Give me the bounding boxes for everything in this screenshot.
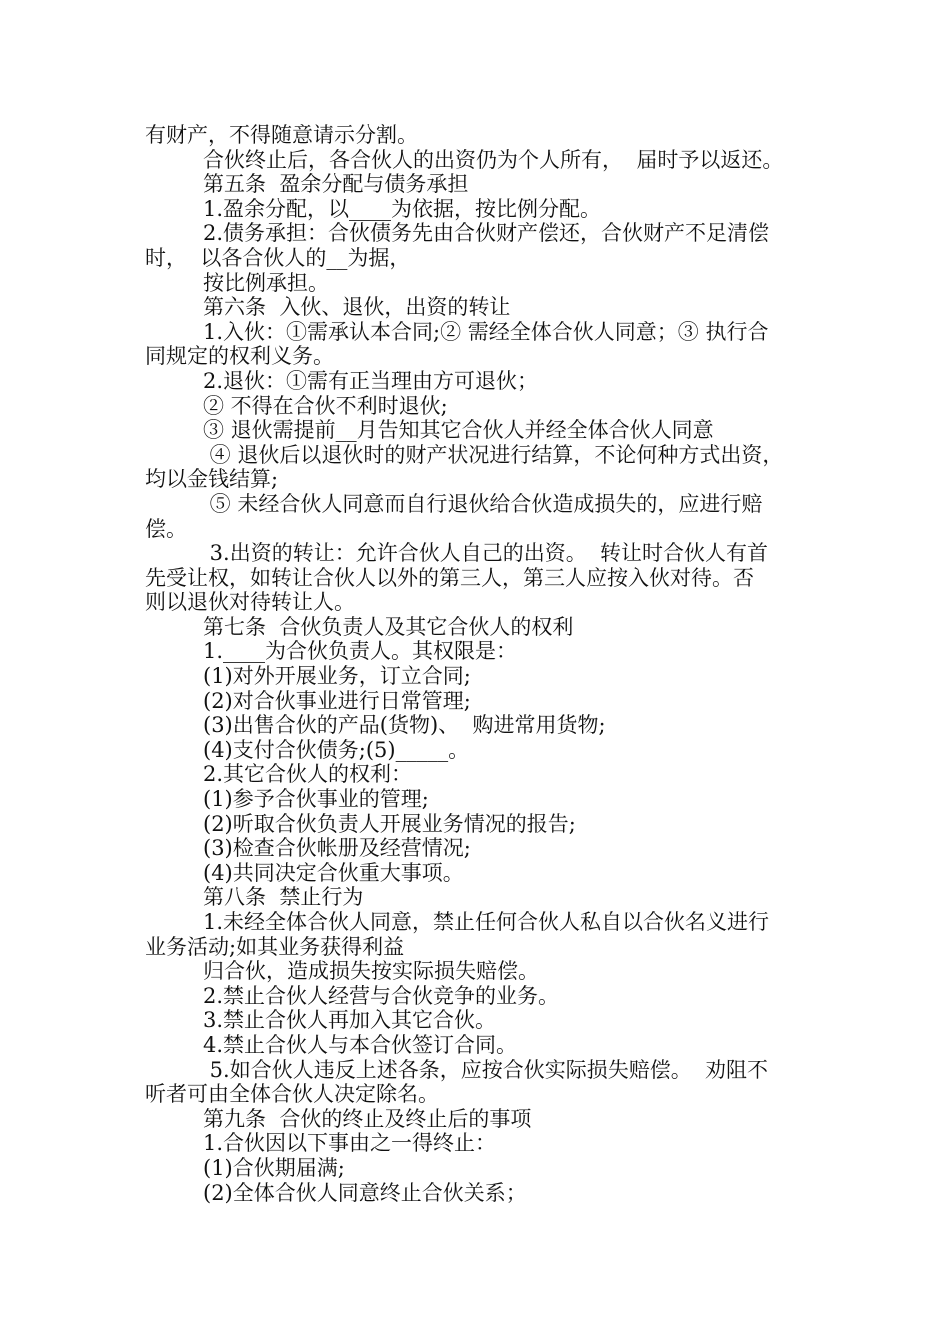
document-line: 第五条 盈余分配与债务承担 <box>203 172 469 197</box>
document-line: 则以退伙对待转让人。 <box>145 590 355 615</box>
document-line: 2.其它合伙人的权利： <box>203 762 413 787</box>
document-line: 按比例承担。 <box>203 270 329 295</box>
document-line: 均以金钱结算; <box>145 467 279 492</box>
document-line: 第九条 合伙的终止及终止后的事项 <box>203 1106 532 1131</box>
document-line: 第七条 合伙负责人及其它合伙人的权利 <box>203 614 574 639</box>
document-line: 第八条 禁止行为 <box>203 885 364 910</box>
document-body <box>145 123 810 1205</box>
document-line: (3)出售合伙的产品(货物)、 购进常用货物; <box>203 713 606 738</box>
document-line: 偿。 <box>145 516 187 541</box>
document-line: 归合伙，造成损失按实际损失赔偿。 <box>203 959 539 984</box>
document-line: 合伙终止后，各合伙人的出资仍为个人所有， 届时予以返还。 <box>203 147 784 172</box>
document-line: (1)参予合伙事业的管理; <box>203 787 429 812</box>
document-line: 时， 以各合伙人的__为据， <box>145 245 411 270</box>
document-line: 先受让权，如转让合伙人以外的第三人，第三人应按入伙对待。否 <box>145 565 754 590</box>
document-line: 4.禁止合伙人与本合伙签订合同。 <box>203 1032 518 1057</box>
document-line: 1.____为合伙负责人。其权限是： <box>203 639 518 664</box>
document-line: ④ 退伙后以退伙时的财产状况进行结算，不论何种方式出资， <box>203 442 784 467</box>
document-line: 2.退伙：①需有正当理由方可退伙； <box>203 368 539 393</box>
document-line: 有财产，不得随意请示分割。 <box>145 123 418 147</box>
document-line: (4)共同决定合伙重大事项。 <box>203 860 464 885</box>
document-line: 第六条 入伙、退伙，出资的转让 <box>203 295 511 320</box>
document-line: 5.如合伙人违反上述各条，应按合伙实际损失赔偿。 劝阻不 <box>203 1057 769 1082</box>
document-line: (4)支付合伙债务;(5)_____。 <box>203 737 470 762</box>
document-line: (1)合伙期届满; <box>203 1155 345 1180</box>
document-line: ② 不得在合伙不利时退伙; <box>203 393 448 418</box>
document-line: 1.盈余分配，以____为依据，按比例分配。 <box>203 196 602 221</box>
document-line: (2)听取合伙负责人开展业务情况的报告; <box>203 811 576 836</box>
document-line: 1.合伙因以下事由之一得终止： <box>203 1131 497 1156</box>
document-line: 业务活动;如其业务获得利益 <box>145 934 405 959</box>
document-line: ③ 退伙需提前__月告知其它合伙人并经全体合伙人同意 <box>203 418 714 443</box>
document-line: 1.未经全体合伙人同意，禁止任何合伙人私自以合伙名义进行 <box>203 910 770 934</box>
document-line: (2)对合伙事业进行日常管理; <box>203 688 471 713</box>
document-line: 2.债务承担：合伙债务先由合伙财产偿还，合伙财产不足清偿 <box>203 221 770 246</box>
document-line: 3.禁止合伙人再加入其它合伙。 <box>203 1008 497 1033</box>
document-line: 2.禁止合伙人经营与合伙竞争的业务。 <box>203 983 560 1008</box>
document-line: 听者可由全体合伙人决定除名。 <box>145 1082 439 1107</box>
document-line: (3)检查合伙帐册及经营情况; <box>203 836 471 861</box>
document-line: (2)全体合伙人同意终止合伙关系； <box>203 1180 527 1205</box>
document-line: (1)对外开展业务，订立合同; <box>203 664 471 689</box>
document-line: 3.出资的转让：允许合伙人自己的出资。 转让时合伙人有首 <box>203 541 769 566</box>
document-line: 同规定的权利义务。 <box>145 344 334 369</box>
document-line: ⑤ 未经合伙人同意而自行退伙给合伙造成损失的，应进行赔 <box>203 491 763 516</box>
document-line: 1.入伙：①需承认本合同;② 需经全体合伙人同意；③ 执行合 <box>203 319 769 344</box>
